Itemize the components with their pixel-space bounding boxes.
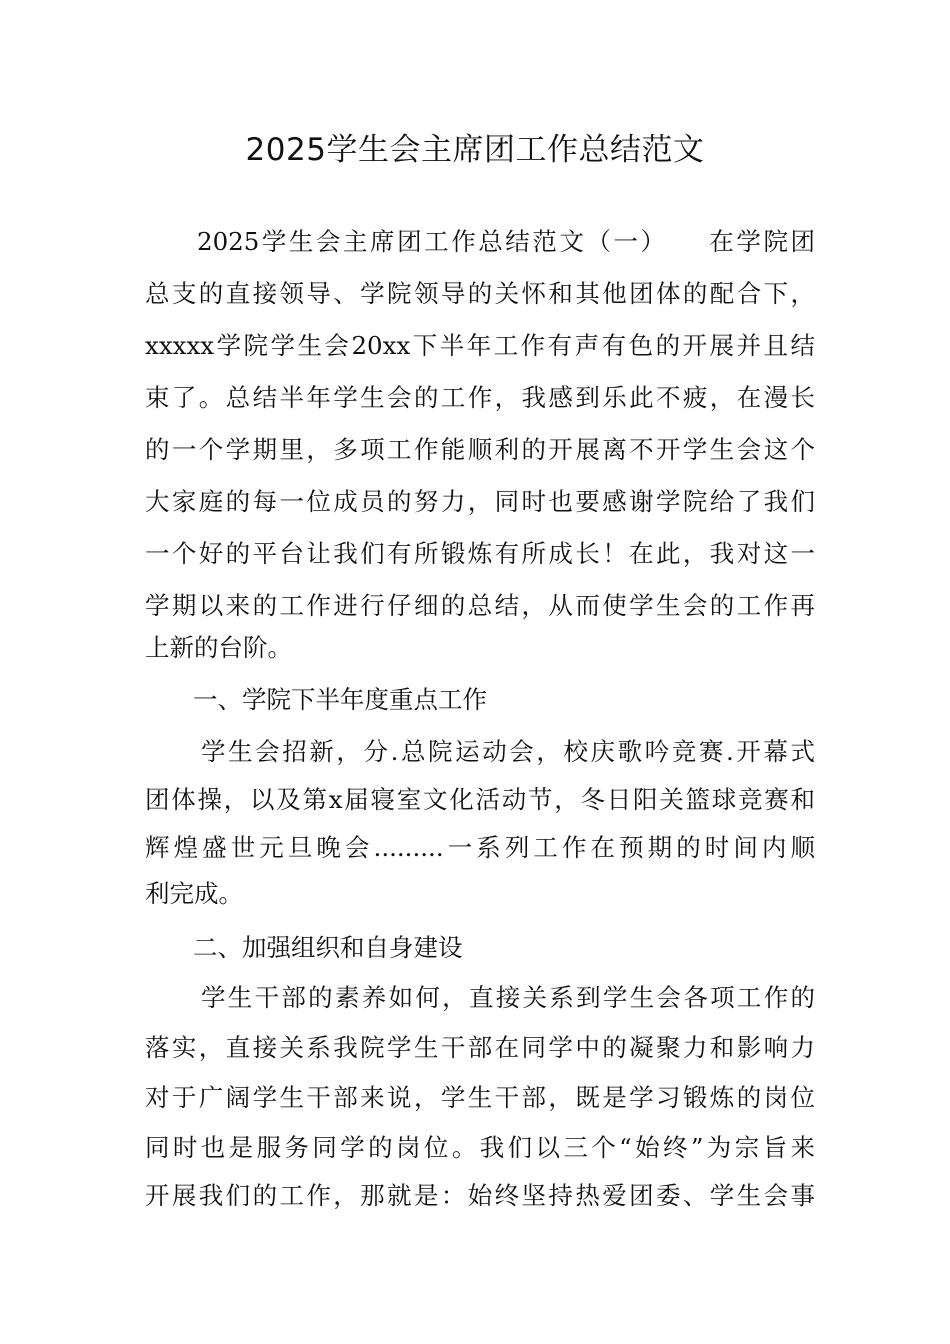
paragraph-line: 团体操，以及第x届寝室文化活动节，冬日阳关篮球竞赛和 (145, 785, 815, 814)
paragraph-line: 束了。总结半年学生会的工作，我感到乐此不疲，在漫长 (145, 383, 815, 412)
paragraph-line: xxxxx学院学生会20xx下半年工作有声有色的开展并且结 (145, 331, 815, 360)
paragraph-line: 学生干部的素养如何，直接关系到学生会各项工作的 (201, 983, 815, 1012)
paragraph-line: 同时也是服务同学的岗位。我们以三个“始终”为宗旨来 (145, 1133, 815, 1162)
paragraph-line: 总支的直接领导、学院领导的关怀和其他团体的配合下， (145, 279, 815, 308)
paragraph-line: 一个好的平台让我们有所锻炼有所成长！在此，我对这一 (145, 539, 815, 568)
paragraph-line: 对于广阔学生干部来说，学生干部，既是学习锻炼的岗位 (145, 1083, 815, 1112)
paragraph-line: 学期以来的工作进行仔细的总结，从而使学生会的工作再 (145, 591, 815, 620)
paragraph-line: 上新的台阶。 (145, 633, 292, 662)
paragraph-line: 利完成。 (145, 879, 243, 908)
paragraph-line: 大家庭的每一位成员的努力，同时也要感谢学院给了我们 (145, 487, 815, 516)
paragraph-line: 学生会招新，分.总院运动会，校庆歌吟竞赛.开幕式 (201, 737, 815, 766)
document-title: 2025学生会主席团工作总结范文 (245, 132, 705, 168)
paragraph-line: 开展我们的工作，那就是：始终坚持热爱团委、学生会事 (145, 1181, 815, 1210)
paragraph-line: 辉煌盛世元旦晚会.........一系列工作在预期的时间内顺 (145, 833, 815, 862)
paragraph-line: 落实，直接关系我院学生干部在同学中的凝聚力和影响力 (145, 1033, 815, 1062)
paragraph-line: 的一个学期里，多项工作能顺利的开展离不开学生会这个 (145, 435, 815, 464)
paragraph-line: 2025学生会主席团工作总结范文（一） 在学院团 (197, 227, 815, 256)
section-heading: 二、加强组织和自身建设 (193, 933, 463, 962)
section-heading: 一、学院下半年度重点工作 (193, 685, 487, 714)
